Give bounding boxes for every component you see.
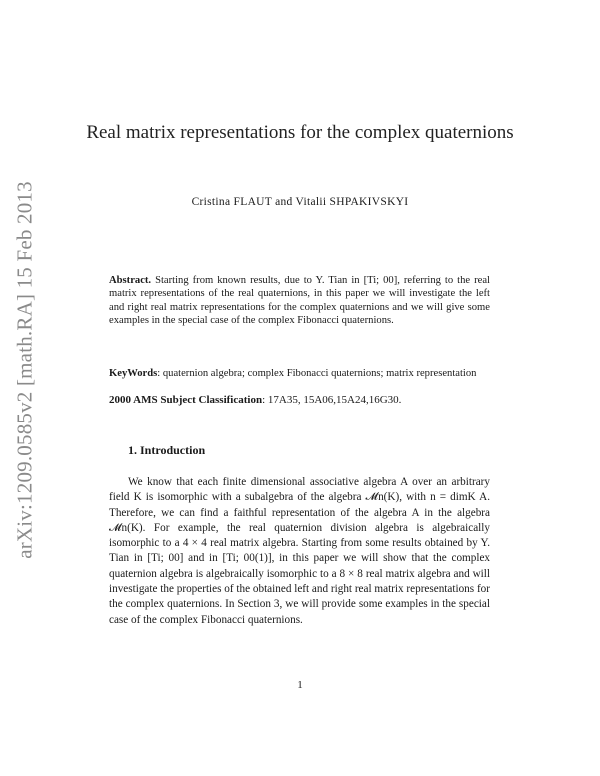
ams-classification: [109, 394, 490, 406]
ams-text: : 17A35, 15A06,15A24,16G30.: [262, 394, 402, 406]
abstract-label: Abstract.: [109, 275, 152, 286]
keywords: [109, 367, 490, 380]
ams-label: 2000 AMS Subject Classification: [109, 394, 263, 406]
introduction-paragraph: We know that each finite dimensional associative algebra A over an arbitrary field K is isomorphic with a subalgebra of the algebra 𝓜n(K), with n = dimK A. Therefore, we can find a faithful representation of the algebra A in the algebra 𝓜n(K). For example, the real quaternion division algebra is algebraically isomorphic to a 4 × 4 real matrix algebra. Starting from some results obtained by Y. Tian in [Ti; 00] and in [Ti; 00(1)], in this paper we will show that the complex quaternion algebra is algebraically isomorphic to a 8 × 8 real matrix algebra and will investigate the properties of the obtained left and right real matrix representations for the complex quaternions. In Section 3, we will provide some examples in the special case of the complex Fibonacci quaternions.: [109, 476, 490, 626]
keywords-text: : quaternion algebra; complex Fibonacci quaternions; matrix representation: [157, 368, 477, 379]
abstract-text: Starting from known results, due to Y. Tian in [Ti; 00], referring to the real matrix representations of the real quaternions, in this paper we will investigate the left and right real matrix representations for the complex quaternions and we will give some examples in the special case of the complex Fibonacci quaternions.: [109, 275, 490, 327]
abstract: [109, 274, 490, 328]
paper-title: Real matrix representations for the complex quaternions: [86, 122, 514, 143]
page-number: 1: [297, 679, 303, 691]
arxiv-identifier: arXiv:1209.0585v2 [math.RA] 15 Feb 2013: [12, 181, 37, 559]
keywords-label: KeyWords: [109, 368, 158, 379]
authors: Cristina FLAUT and Vitalii SHPAKIVSKYI: [191, 196, 409, 208]
section-title: 1. Introduction: [128, 443, 206, 457]
arxiv-identifier-margin: [5, 180, 45, 560]
